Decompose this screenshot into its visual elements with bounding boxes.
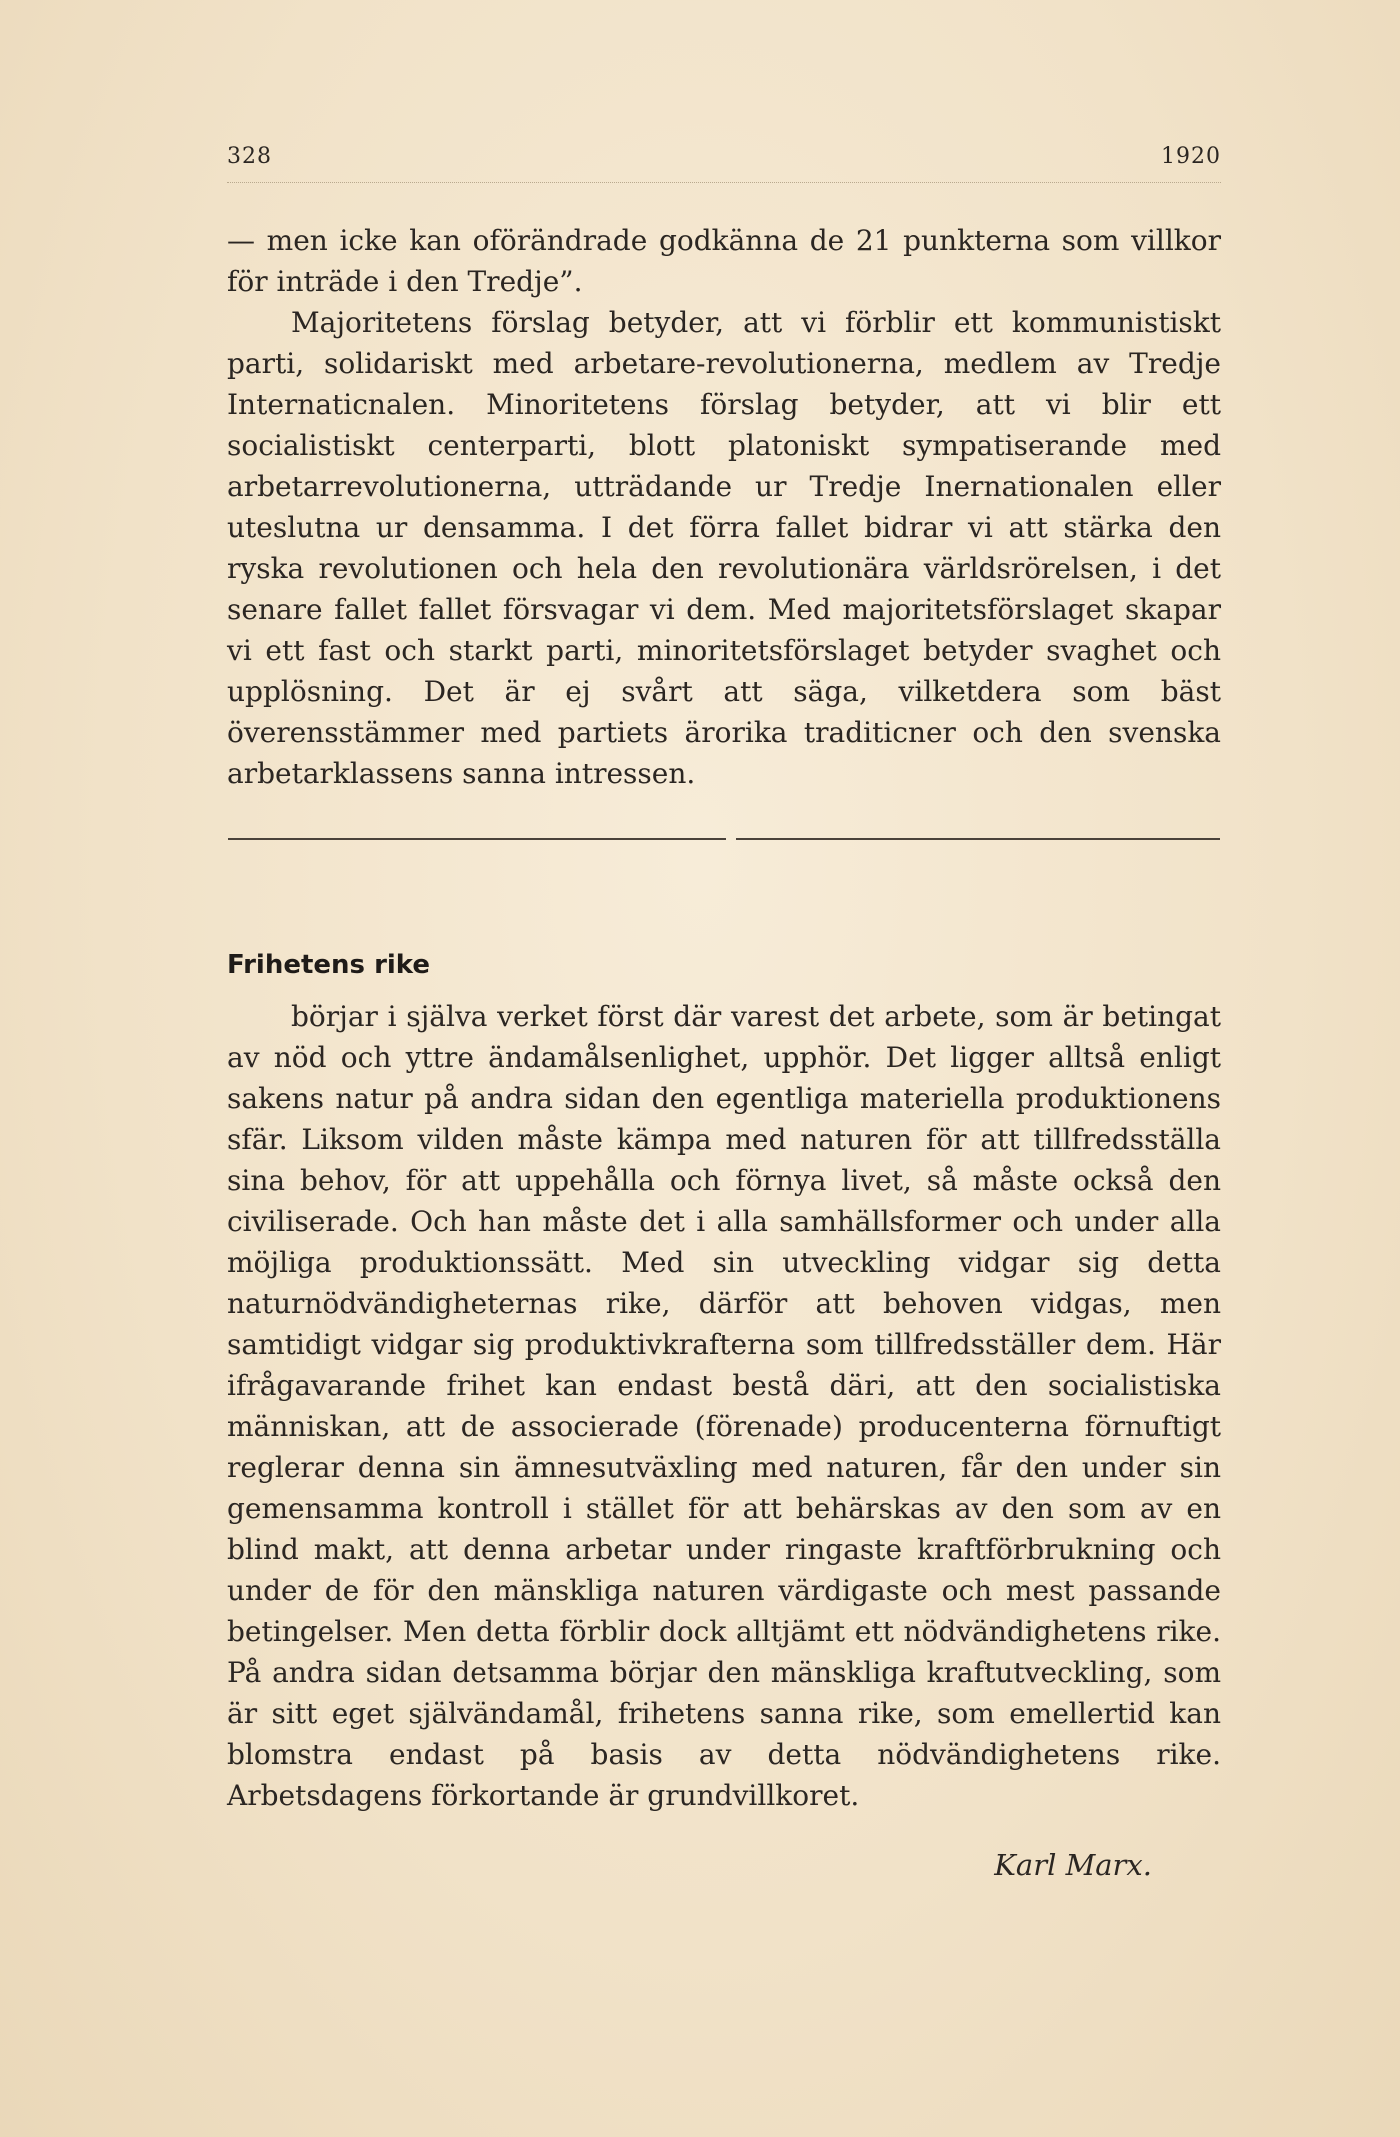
section-separator-left <box>228 838 726 840</box>
header-rule <box>227 182 1221 183</box>
article-paragraph: börjar i själva verket först där varest det arbete, som är betingat av nöd och yttre ändamålsenlighet, upphör. Det ligger alltså enligt sakens natur på andra sidan den egentliga materiella produktionens sfär. Liksom vilden måste kämpa med naturen för att tillfredsställa sina behov, för att uppehålla och förnya livet, så måste också den civiliserade. Och han måste det i alla samhällsformer och under alla möjliga produktionssätt. Med sin utveckling vidgar sig detta naturnödvändigheternas rike, därför att behoven vidgas, men samtidigt vidgar sig produktivkrafterna som tillfredsställer dem. Här ifrågavarande frihet kan endast bestå däri, att den socialistiska människan, att de associerade (förenade) producenterna förnuftigt reglerar denna sin ämnesutväxling med naturen, får den under sin gemensamma kontroll i stället för att behärskas av den som av en blind makt, att denna arbetar under ringaste kraftförbrukning och under de för den mänskliga naturen värdigaste och mest passande betingelser. Men detta förblir dock alltjämt ett nödvändighetens rike. På andra sidan detsamma börjar den mänskliga kraftutveckling, som är sitt eget självändamål, frihetens sanna rike, som emellertid kan blomstra endast på basis av detta nödvändighetens rike. Arbetsdagens förkortande är grundvillkoret. <box>227 1000 1221 1812</box>
article-title: Frihetens rike <box>227 950 431 980</box>
section-separator-right <box>736 838 1220 840</box>
paragraph-majority-minority: Majoritetens förslag betyder, att vi förblir ett kommunistiskt parti, solidariskt med arbetare-revolutionerna, medlem av Tredje Internaticnalen. Minoritetens förslag betyder, att vi blir ett socialistiskt centerparti, blott platoniskt sympatiserande med arbetarrevolutionerna, utträdande ur Tredje Inernationalen eller uteslutna ur densamma. I det förra fallet bidrar vi att stärka den ryska revolutionen och hela den revolutionära världsrörelsen, i det senare fallet fallet försvagar vi dem. Med majoritetsförslaget skapar vi ett fast och starkt parti, minoritetsförslaget betyder svaghet och upplösning. Det är ej svårt att säga, vilketdera som bäst överensstämmer med partiets ärorika traditicner och den svenska arbetarklassens sanna intressen. <box>227 306 1221 790</box>
page-year: 1920 <box>1161 144 1221 169</box>
article-signature: Karl Marx. <box>994 1848 1152 1882</box>
page-number: 328 <box>227 144 272 169</box>
page-header <box>227 144 1221 178</box>
article-body <box>227 996 1221 1816</box>
top-section <box>227 220 1221 794</box>
paragraph-continuation: — men icke kan oförändrade godkänna de 21 punkterna som villkor för inträde i den Tredje”. <box>227 224 1221 298</box>
